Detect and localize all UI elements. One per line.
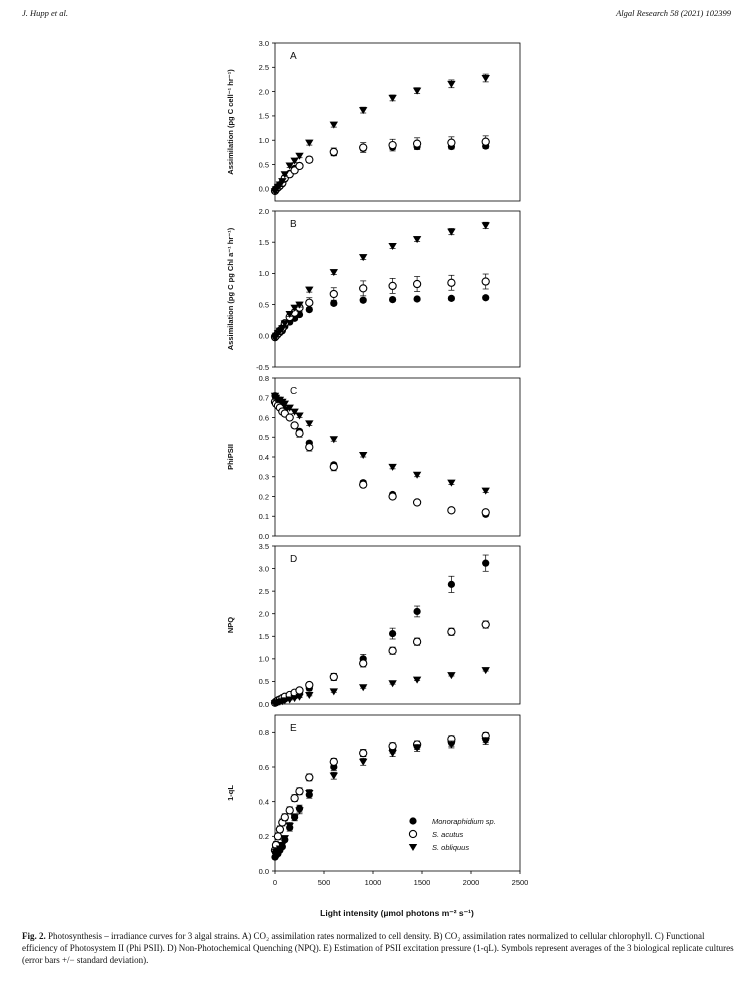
y-tick-label: 1.0: [258, 136, 269, 146]
data-point: [296, 162, 303, 169]
y-tick-label: 0.2: [258, 832, 269, 842]
data-point: [448, 295, 455, 302]
y-tick-label: 0.0: [258, 184, 269, 194]
y-axis-label: PhiPSII: [226, 444, 235, 470]
data-point: [281, 814, 288, 821]
y-tick-label: 1.5: [258, 632, 269, 642]
y-tick-label: 0.0: [258, 531, 269, 541]
y-tick-label: 0.4: [258, 452, 269, 462]
data-point: [306, 681, 313, 688]
series-0: [271, 392, 489, 518]
data-point: [482, 509, 489, 516]
y-tick-label: 2.0: [258, 206, 269, 216]
data-point: [360, 481, 367, 488]
data-point: [291, 795, 298, 802]
y-tick-label: 0.5: [258, 300, 269, 310]
y-tick-label: 0.5: [258, 433, 269, 443]
legend-marker: [409, 817, 416, 824]
legend-label: Monoraphidium sp.: [432, 817, 496, 826]
plot-frame: [275, 43, 520, 201]
x-tick-label: 0: [272, 878, 278, 887]
legend-label: S. obliquus: [432, 843, 470, 852]
data-point: [295, 807, 303, 814]
legend-label: S. acutus: [432, 830, 464, 839]
y-tick-label: 0.0: [258, 331, 269, 341]
y-tick-label: 2.0: [258, 87, 269, 97]
data-point: [448, 628, 455, 635]
data-point: [448, 279, 455, 286]
panel-letter: A: [290, 51, 297, 62]
panel-a: [226, 39, 520, 201]
data-point: [305, 692, 313, 699]
caption-label: Fig. 2.: [22, 931, 46, 941]
data-point: [482, 667, 490, 674]
data-point: [330, 290, 337, 297]
data-point: [360, 285, 367, 292]
data-point: [296, 788, 303, 795]
data-point: [360, 750, 367, 757]
data-point: [482, 138, 489, 145]
data-point: [388, 464, 396, 471]
series-1: [271, 136, 489, 195]
y-tick-label: 0.8: [258, 373, 269, 383]
data-point: [482, 621, 489, 628]
data-point: [389, 282, 396, 289]
y-tick-label: 0.4: [258, 797, 269, 807]
x-tick-label: 2000: [462, 878, 480, 887]
data-point: [360, 144, 367, 151]
data-point: [482, 560, 489, 567]
data-point: [414, 608, 421, 615]
data-point: [286, 414, 293, 421]
data-point: [306, 156, 313, 163]
series-0: [271, 555, 489, 707]
y-axis-label: Assimilation (pg C cell⁻¹ hr⁻¹): [226, 69, 235, 175]
data-point: [389, 647, 396, 654]
data-point: [359, 452, 367, 459]
data-point: [414, 295, 421, 302]
data-point: [306, 299, 313, 306]
data-point: [295, 413, 303, 420]
y-tick-label: 0.6: [258, 762, 269, 772]
y-tick-label: 0.0: [258, 866, 269, 876]
y-tick-label: 0.3: [258, 472, 269, 482]
data-point: [360, 660, 367, 667]
data-point: [389, 141, 396, 148]
data-point: [330, 673, 337, 680]
y-tick-label: 0.1: [258, 512, 269, 522]
data-point: [448, 581, 455, 588]
data-point: [482, 75, 490, 82]
data-point: [388, 243, 396, 250]
data-point: [482, 488, 490, 495]
data-point: [448, 139, 455, 146]
y-tick-label: 0.2: [258, 492, 269, 502]
data-point: [389, 743, 396, 750]
data-point: [413, 236, 421, 243]
data-point: [482, 738, 490, 745]
y-tick-label: 2.0: [258, 609, 269, 619]
data-point: [330, 122, 338, 129]
y-axis-label: Assimilation (pg C pg Chl a⁻¹ hr⁻¹): [226, 227, 235, 351]
data-point: [330, 436, 338, 443]
x-tick-label: 2500: [511, 878, 529, 887]
data-point: [414, 140, 421, 147]
series-1: [271, 274, 489, 341]
x-tick-label: 1000: [364, 878, 382, 887]
data-point: [389, 630, 396, 637]
panel-b: [226, 207, 520, 372]
legend: [409, 817, 496, 852]
data-point: [330, 269, 338, 276]
y-tick-label: 1.0: [258, 269, 269, 279]
data-point: [447, 480, 455, 487]
data-point: [330, 688, 338, 695]
y-tick-label: 0.0: [258, 699, 269, 709]
panel-letter: E: [290, 723, 297, 734]
data-point: [305, 287, 313, 294]
y-tick-label: 0.5: [258, 677, 269, 687]
data-point: [330, 463, 337, 470]
data-point: [414, 280, 421, 287]
data-point: [276, 826, 283, 833]
data-point: [413, 677, 421, 684]
series-0: [271, 294, 489, 341]
data-point: [359, 684, 367, 691]
data-point: [413, 745, 421, 752]
data-point: [413, 472, 421, 479]
panel-e: [226, 715, 528, 918]
panel-letter: C: [290, 386, 298, 397]
series-0: [271, 736, 489, 861]
y-tick-label: 3.0: [258, 38, 269, 48]
data-point: [447, 672, 455, 679]
y-tick-label: 0.6: [258, 413, 269, 423]
figure-caption: [22, 930, 734, 966]
data-point: [414, 638, 421, 645]
caption-text: Photosynthesis – irradiance curves for 3 algal strains. A) CO₂ assimilation rates normalized to cell density. B) CO₂ assimilation rates normalized to cellular chlorophyll. C) Functional efficiency of Photosystem II (Phi PSII). D) Non-Photochemical Quenching (NPQ). E) Estimation of PSII excitation pressure (1-qL). Symbols represent averages of the 3 biological replicate cultures (error bars +/− standard deviation).: [22, 931, 734, 965]
data-point: [305, 140, 313, 147]
data-point: [296, 430, 303, 437]
data-point: [274, 833, 281, 840]
data-point: [330, 773, 338, 780]
y-tick-label: 1.5: [258, 238, 269, 247]
y-axis-label: 1-qL: [226, 785, 235, 801]
data-point: [447, 741, 455, 748]
data-point: [482, 278, 489, 285]
y-tick-label: -0.5: [256, 362, 269, 372]
data-point: [389, 493, 396, 500]
data-point: [388, 750, 396, 757]
data-point: [291, 422, 298, 429]
series-1: [271, 398, 489, 516]
data-point: [359, 254, 367, 261]
x-tick-label: 500: [317, 878, 331, 887]
data-point: [330, 148, 337, 155]
legend-marker: [409, 830, 416, 837]
data-point: [414, 499, 421, 506]
y-tick-label: 3.0: [258, 564, 269, 574]
series-2: [271, 393, 490, 495]
data-point: [388, 680, 396, 687]
series-1: [271, 621, 489, 706]
y-tick-label: 2.5: [258, 63, 269, 73]
data-point: [330, 758, 337, 765]
y-axis-label: NPQ: [226, 616, 235, 634]
panel-letter: D: [290, 554, 298, 565]
x-tick-label: 1500: [413, 878, 431, 887]
data-point: [389, 296, 396, 303]
journal-citation-header: Algal Research 58 (2021) 102399: [616, 8, 731, 18]
y-tick-label: 1.5: [258, 111, 269, 121]
y-tick-label: 0.5: [258, 160, 269, 170]
y-tick-label: 2.5: [258, 586, 269, 596]
data-point: [482, 294, 489, 301]
data-point: [447, 81, 455, 88]
series-2: [271, 667, 490, 707]
data-point: [359, 759, 367, 766]
data-point: [306, 774, 313, 781]
panel-d: [226, 542, 520, 709]
panel-letter: B: [290, 219, 297, 230]
data-point: [296, 687, 303, 694]
panel-c: [226, 374, 520, 541]
series-2: [271, 74, 490, 195]
legend-marker: [409, 844, 417, 851]
series-2: [271, 738, 490, 858]
data-point: [306, 444, 313, 451]
series-0: [271, 142, 489, 194]
y-tick-label: 0.7: [258, 393, 269, 403]
data-point: [330, 300, 337, 307]
data-point: [305, 420, 313, 427]
data-point: [286, 807, 293, 814]
y-tick-label: 0.8: [258, 728, 269, 738]
data-point: [360, 297, 367, 304]
data-point: [448, 507, 455, 514]
series-2: [271, 222, 490, 341]
journal-author-header: J. Hupp et al.: [22, 8, 69, 18]
y-tick-label: 1.0: [258, 654, 269, 664]
y-tick-label: 3.5: [258, 541, 269, 551]
x-axis-label: Light intensity (µmol photons m⁻² s⁻¹): [320, 908, 474, 918]
